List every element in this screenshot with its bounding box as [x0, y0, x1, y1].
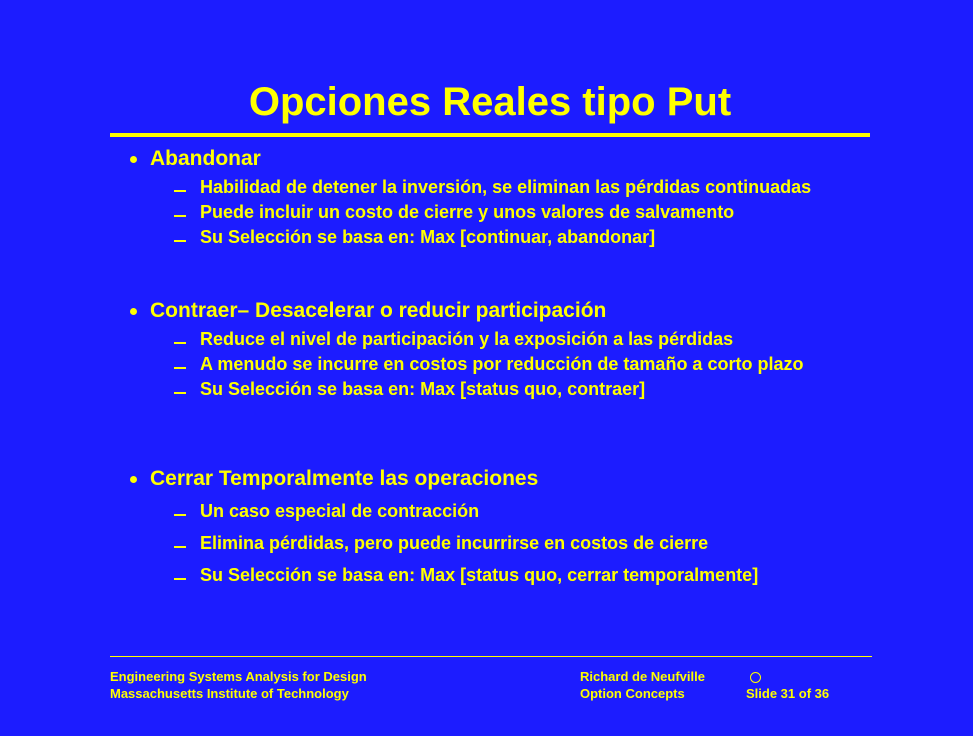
sub-item — [124, 201, 944, 223]
slide-title: Opciones Reales tipo Put — [248, 80, 732, 124]
sub-item — [124, 176, 944, 198]
heading-text: Cerrar Temporalmente las operaciones — [150, 467, 539, 490]
footer-author: Richard de Neufville — [580, 669, 705, 684]
bullet-heading — [124, 146, 944, 172]
sub-item-text: Elimina pérdidas, pero puede incurrirse en costos de cierre — [200, 533, 709, 553]
footer-topic: Option Concepts — [580, 686, 685, 701]
dash-icon — [174, 367, 186, 369]
footer-institution — [110, 668, 367, 702]
sub-item — [124, 500, 944, 522]
bullet-heading — [124, 298, 944, 324]
sub-item-text: Su Selección se basa en: Max [continuar, abandonar] — [200, 227, 656, 247]
sub-item — [124, 378, 944, 400]
dash-icon — [174, 240, 186, 242]
bullet-dot-icon — [130, 156, 137, 163]
dash-icon — [174, 342, 186, 344]
dash-icon — [174, 190, 186, 192]
footer-divider — [110, 656, 872, 657]
sub-list — [124, 328, 944, 400]
footer-school: Massachusetts Institute of Technology — [110, 686, 349, 701]
heading-text: Abandonar — [150, 147, 261, 170]
sub-item — [124, 328, 944, 350]
section-abandonar — [124, 146, 944, 251]
dash-icon — [174, 392, 186, 394]
sub-item — [124, 532, 944, 554]
sub-item — [124, 226, 944, 248]
sub-item — [124, 353, 944, 375]
sub-item-text: A menudo se incurre en costos por reducción de tamaño a corto plazo — [200, 354, 804, 374]
dash-icon — [174, 215, 186, 217]
footer-slide-number: Slide 31 of 36 — [746, 686, 830, 701]
footer-author-block — [580, 668, 705, 702]
bullet-dot-icon — [130, 476, 137, 483]
section-cerrar — [124, 466, 944, 596]
sub-list — [124, 500, 944, 586]
sub-item-text: Un caso especial de contracción — [200, 501, 480, 521]
sub-item-text: Puede incluir un costo de cierre y unos valores de salvamento — [200, 202, 735, 222]
heading-text: Contraer– Desacelerar o reducir participación — [150, 299, 607, 322]
sub-item-text: Su Selección se basa en: Max [status quo, contraer] — [200, 379, 646, 399]
bullet-dot-icon — [130, 308, 137, 315]
dash-icon — [174, 546, 186, 548]
title-underline — [110, 133, 870, 137]
footer-course: Engineering Systems Analysis for Design — [110, 669, 367, 684]
sub-item-text: Su Selección se basa en: Max [status quo, cerrar temporalmente] — [200, 565, 759, 585]
sub-item — [124, 564, 944, 586]
dash-icon — [174, 514, 186, 516]
dash-icon — [174, 578, 186, 580]
sub-item-text: Habilidad de detener la inversión, se eliminan las pérdidas continuadas — [200, 177, 812, 197]
sub-list — [124, 176, 944, 248]
sub-item-text: Reduce el nivel de participación y la exposición a las pérdidas — [200, 329, 734, 349]
footer-slide-info — [746, 668, 829, 702]
copyright-icon — [750, 672, 761, 683]
section-contraer — [124, 298, 944, 403]
bullet-heading — [124, 466, 944, 492]
